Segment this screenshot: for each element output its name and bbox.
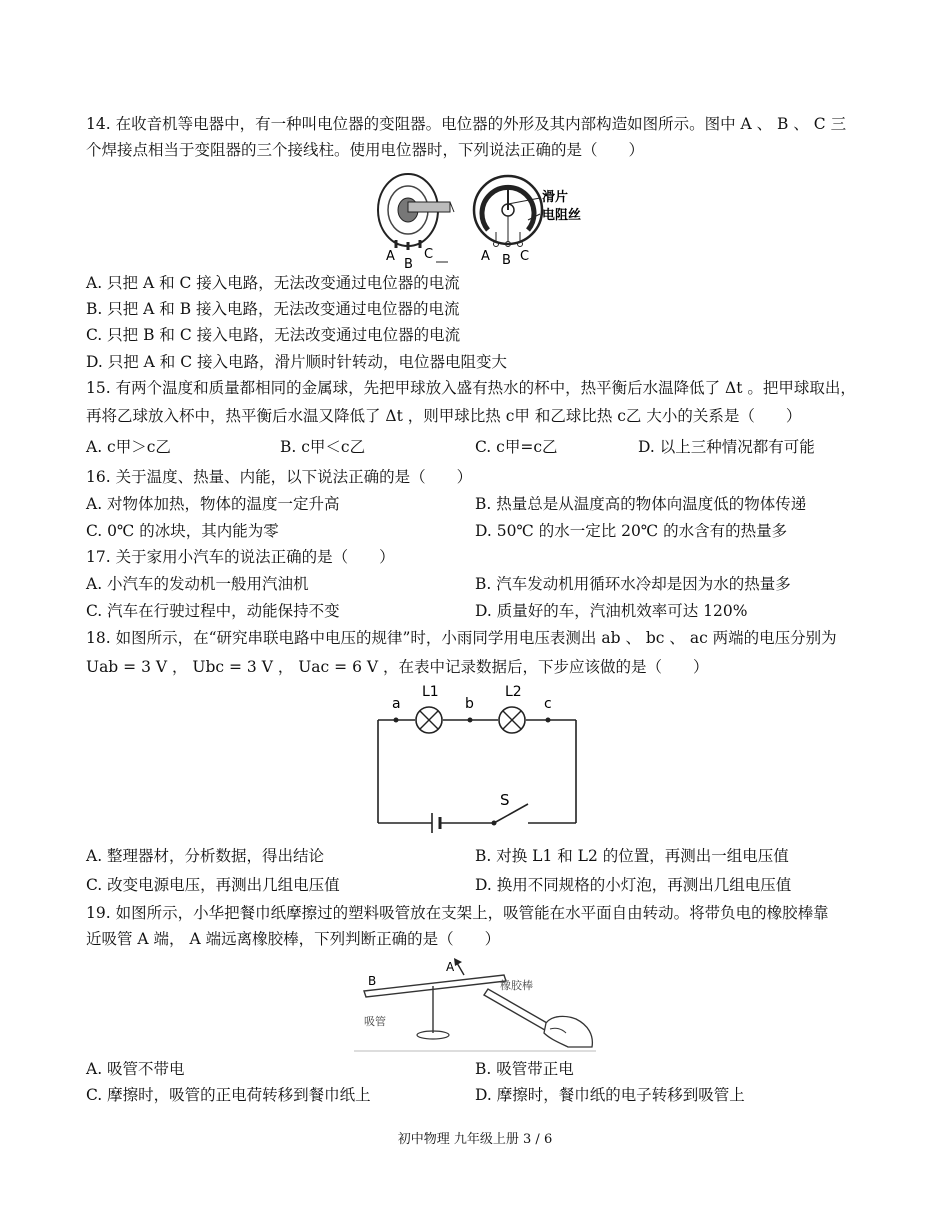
q18-stem-line2: Uab = 3 V ， Ubc = 3 V ， Uac = 6 V ，在表中记录数据后，下步应该做的是（ ） <box>86 658 709 676</box>
q17-option-b: B. 汽车发动机用循环水冷却是因为水的热量多 <box>475 575 791 593</box>
lamp-l2 <box>499 707 525 733</box>
q15-stem-line1: 15. 有两个温度和质量都相同的金属球，先把甲球放入盛有热水的杯中，热平衡后水温降低了 Δt 。把甲球取出， <box>86 379 856 397</box>
fig14-label-a2: A <box>481 249 490 264</box>
q15-option-a: A. c甲＞c乙 <box>86 438 171 456</box>
q18-option-a: A. 整理器材，分析数据，得出结论 <box>86 847 325 865</box>
fig19-rod-label: 橡胶棒 <box>500 979 533 992</box>
potentiometer-figure <box>368 168 588 273</box>
fig19-label-b: B <box>368 974 377 988</box>
fig19-straw-label: 吸管 <box>364 1015 386 1028</box>
q17-option-c: C. 汽车在行驶过程中，动能保持不变 <box>86 602 340 620</box>
q14-option-d: D. 只把 A 和 C 接入电路，滑片顺时针转动，电位器电阻变大 <box>86 353 507 371</box>
fig14-label-a1: A <box>386 249 395 264</box>
straw-rod-figure <box>354 955 596 1053</box>
q14-option-a: A. 只把 A 和 C 接入电路，无法改变通过电位器的电流 <box>86 274 460 292</box>
fig14-slider-label: 滑片 <box>542 190 569 205</box>
q18-stem-line1: 18. 如图所示，在“研究串联电路中电压的规律”时，小雨同学用电压表测出 ab 、 bc 、 ac 两端的电压分别为 <box>86 629 837 647</box>
fig18-switch-label: S <box>500 791 510 809</box>
fig18-label-l1: L1 <box>422 684 439 700</box>
q15-option-d: D. 以上三种情况都有可能 <box>638 438 815 456</box>
q16-option-a: A. 对物体加热，物体的温度一定升高 <box>86 495 340 513</box>
fig18-node-c: c <box>544 696 552 712</box>
q17-stem: 17. 关于家用小汽车的说法正确的是（ ） <box>86 548 395 566</box>
fig14-label-c1: C <box>424 247 434 262</box>
lamp-l1 <box>416 707 442 733</box>
q18-option-b: B. 对换 L1 和 L2 的位置，再测出一组电压值 <box>475 847 789 865</box>
q19-option-c: C. 摩擦时，吸管的正电荷转移到餐巾纸上 <box>86 1086 371 1104</box>
fig18-node-b: b <box>465 696 474 712</box>
q16-option-c: C. 0℃ 的冰块，其内能为零 <box>86 522 279 540</box>
fig14-wire-label: 电阻丝 <box>542 208 582 223</box>
fig14-label-c2: C <box>520 249 530 264</box>
fig18-node-a: a <box>392 696 401 712</box>
q17-option-d: D. 质量好的车，汽油机效率可达 120% <box>475 602 748 620</box>
q18-option-d: D. 换用不同规格的小灯泡，再测出几组电压值 <box>475 876 792 894</box>
q16-option-b: B. 热量总是从温度高的物体向温度低的物体传递 <box>475 495 807 513</box>
q19-option-a: A. 吸管不带电 <box>86 1060 185 1078</box>
q17-option-a: A. 小汽车的发动机一般用汽油机 <box>86 575 309 593</box>
q19-option-d: D. 摩擦时，餐巾纸的电子转移到吸管上 <box>475 1086 745 1104</box>
q15-stem-line2: 再将乙球放入杯中，热平衡后水温又降低了 Δt ，则甲球比热 c甲 和乙球比热 c乙 大小的关系是（ ） <box>86 407 802 425</box>
q14-option-c: C. 只把 B 和 C 接入电路，无法改变通过电位器的电流 <box>86 326 461 344</box>
q19-stem-line2: 近吸管 A 端， A 端远离橡胶棒，下列判断正确的是（ ） <box>86 930 501 948</box>
q19-option-b: B. 吸管带正电 <box>475 1060 574 1078</box>
fig14-label-b1: B <box>404 257 413 272</box>
fig18-label-l2: L2 <box>505 684 522 700</box>
page-footer: 初中物理 九年级上册 3 / 6 <box>397 1132 553 1147</box>
q14-stem-line1: 14. 在收音机等电器中，有一种叫电位器的变阻器。电位器的外形及其内部构造如图所示。图中 A 、 B 、 C 三 <box>86 115 847 133</box>
q15-option-b: B. c甲＜c乙 <box>280 438 366 456</box>
series-circuit-figure <box>370 680 585 840</box>
q14-stem-line2: 个焊接点相当于变阻器的三个接线柱。使用电位器时，下列说法正确的是（ ） <box>86 141 645 159</box>
fig19-label-a: A <box>446 960 455 974</box>
fig14-label-b2: B <box>502 253 511 268</box>
q15-option-c: C. c甲=c乙 <box>475 438 558 456</box>
q19-stem-line1: 19. 如图所示，小华把餐巾纸摩擦过的塑料吸管放在支架上，吸管能在水平面自由转动。将带负电的橡胶棒靠 <box>86 904 829 922</box>
q16-option-d: D. 50℃ 的水一定比 20℃ 的水含有的热量多 <box>475 522 788 540</box>
q16-stem: 16. 关于温度、热量、内能，以下说法正确的是（ ） <box>86 468 473 486</box>
q14-option-b: B. 只把 A 和 B 接入电路，无法改变通过电位器的电流 <box>86 300 460 318</box>
q18-option-c: C. 改变电源电压，再测出几组电压值 <box>86 876 340 894</box>
